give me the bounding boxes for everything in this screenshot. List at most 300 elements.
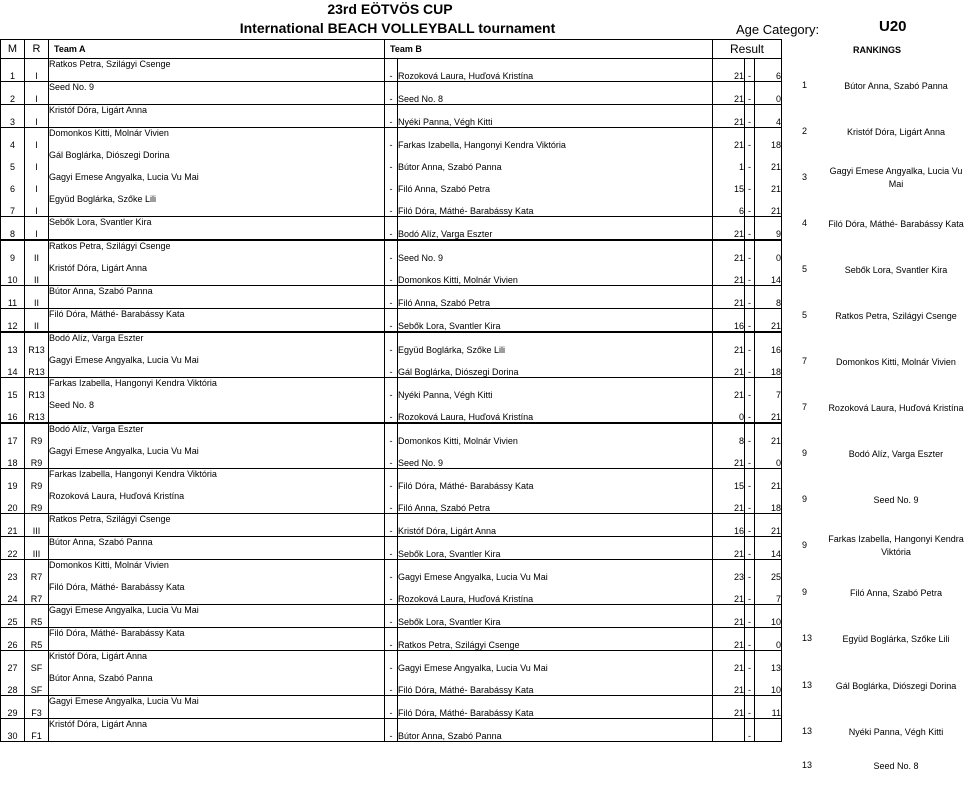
team-separator: - [385,514,398,537]
match-round: II [25,263,49,286]
score-dash: - [745,82,755,105]
team-b: Domonkos Kitti, Molnár Vivien [398,423,713,446]
match-round: I [25,194,49,217]
ranking-team: Gál Boglárka, Diószegi Dorina [835,681,957,691]
team-a: Bútor Anna, Szabó Panna [49,286,385,309]
table-row [1,286,782,309]
ranking-position: 5 [802,264,808,274]
score-a: 0 [713,400,745,423]
ranking-team: Együd Boglárka, Szőke Lili [842,634,950,644]
team-b: Ratkos Petra, Szilágyi Csenge [398,628,713,651]
score-a: 15 [713,172,745,194]
team-b: Seed No. 9 [398,446,713,469]
score-b: 7 [755,582,782,605]
match-round: II [25,309,49,333]
table-row [1,651,782,674]
team-separator: - [385,263,398,286]
match-number: 24 [1,582,25,605]
table-row [1,217,782,241]
score-a: 1 [713,150,745,172]
match-number: 4 [1,128,25,151]
score-a [713,719,745,742]
table-row [1,355,782,378]
score-dash: - [745,605,755,628]
team-separator: - [385,105,398,128]
score-dash: - [745,423,755,446]
team-separator: - [385,582,398,605]
team-b: Nyéki Panna, Végh Kitti [398,105,713,128]
team-a: Filó Dóra, Máthé- Barabássy Kata [49,582,385,605]
match-round: I [25,217,49,241]
ranking-team: Rozoková Laura, Huďová Kristína [828,403,964,413]
ranking-position: 9 [802,540,808,550]
team-b: Farkas Izabella, Hangonyi Kendra Viktória [398,128,713,151]
team-a: Gagyi Emese Angyalka, Lucia Vu Mai [49,355,385,378]
score-dash: - [745,59,755,82]
team-separator: - [385,673,398,696]
score-b: 8 [755,286,782,309]
score-b: 7 [755,378,782,401]
score-b: 21 [755,423,782,446]
score-dash: - [745,332,755,355]
team-separator: - [385,719,398,742]
match-round: R9 [25,469,49,492]
match-number: 19 [1,469,25,492]
team-a: Gál Boglárka, Diószegi Dorina [49,150,385,172]
score-dash: - [745,514,755,537]
score-a: 6 [713,194,745,217]
team-b: Nyéki Panna, Végh Kitti [398,378,713,401]
team-separator: - [385,172,398,194]
team-b: Filó Dóra, Máthé- Barabássy Kata [398,673,713,696]
team-a: Kristóf Dóra, Ligárt Anna [49,263,385,286]
score-b: 21 [755,172,782,194]
score-a: 21 [713,59,745,82]
team-separator: - [385,150,398,172]
team-b: Rozoková Laura, Huďová Kristína [398,59,713,82]
match-round: SF [25,673,49,696]
team-separator: - [385,491,398,514]
team-b: Együd Boglárka, Szőke Lili [398,332,713,355]
team-b: Bútor Anna, Szabó Panna [398,719,713,742]
score-a: 21 [713,332,745,355]
table-row [1,514,782,537]
table-row [1,400,782,423]
score-a: 21 [713,582,745,605]
match-number: 17 [1,423,25,446]
team-b: Sebők Lora, Svantler Kira [398,605,713,628]
ranking-team: Gagyi Emese Angyalka, Lucia Vu Mai [829,166,963,189]
team-b: Sebők Lora, Svantler Kira [398,537,713,560]
score-dash: - [745,263,755,286]
team-b: Filó Dóra, Máthé- Barabássy Kata [398,696,713,719]
ranking-team: Sebők Lora, Svantler Kira [844,265,948,275]
score-a: 21 [713,355,745,378]
team-b: Seed No. 9 [398,240,713,263]
tournament-title: 23rd EÖTVÖS CUP [327,1,453,17]
team-b: Seed No. 8 [398,82,713,105]
table-row [1,719,782,742]
score-dash: - [745,105,755,128]
match-round: R13 [25,400,49,423]
match-round: R5 [25,605,49,628]
score-dash: - [745,719,755,742]
match-number: 29 [1,696,25,719]
team-separator: - [385,400,398,423]
score-b: 18 [755,491,782,514]
score-a: 21 [713,696,745,719]
ranking-position: 13 [802,680,813,690]
team-b: Sebők Lora, Svantler Kira [398,309,713,333]
match-round: R7 [25,582,49,605]
score-dash: - [745,651,755,674]
team-separator: - [385,651,398,674]
score-a: 21 [713,217,745,241]
team-a: Domonkos Kitti, Molnár Vivien [49,560,385,583]
column-header-team-a: Team A [49,40,385,59]
team-a: Gagyi Emese Angyalka, Lucia Vu Mai [49,172,385,194]
team-b: Filó Dóra, Máthé- Barabássy Kata [398,194,713,217]
score-a: 23 [713,560,745,583]
team-a: Bodó Alíz, Varga Eszter [49,423,385,446]
team-a: Farkas Izabella, Hangonyi Kendra Viktória [49,378,385,401]
team-a: Gagyi Emese Angyalka, Lucia Vu Mai [49,605,385,628]
match-round: I [25,128,49,151]
team-separator: - [385,82,398,105]
score-dash: - [745,446,755,469]
team-a: Farkas Izabella, Hangonyi Kendra Viktória [49,469,385,492]
team-separator: - [385,446,398,469]
match-number: 15 [1,378,25,401]
column-header-r: R [25,40,49,59]
team-separator: - [385,537,398,560]
score-dash: - [745,240,755,263]
match-number: 26 [1,628,25,651]
match-round: F3 [25,696,49,719]
age-category-label: Age Category: [736,22,820,37]
matches-body [1,59,782,742]
ranking-position: 9 [802,587,808,597]
match-number: 27 [1,651,25,674]
score-a: 21 [713,105,745,128]
team-separator: - [385,605,398,628]
table-row [1,59,782,82]
table-header-row [1,40,782,59]
ranking-team: Nyéki Panna, Végh Kitti [848,727,944,737]
score-b: 0 [755,240,782,263]
column-header-team-b: Team B [385,40,713,59]
table-row [1,423,782,446]
team-b: Rozoková Laura, Huďová Kristína [398,582,713,605]
match-number: 30 [1,719,25,742]
score-a: 21 [713,651,745,674]
ranking-position: 7 [802,356,808,366]
match-round: III [25,514,49,537]
table-row [1,172,782,194]
match-number: 2 [1,82,25,105]
score-a: 21 [713,673,745,696]
match-round: I [25,59,49,82]
team-b: Bodó Alíz, Varga Eszter [398,217,713,241]
table-row [1,491,782,514]
rankings-title: RANKINGS [853,45,902,55]
ranking-team: Seed No. 8 [873,761,919,771]
ranking-position: 2 [802,126,808,136]
score-b: 4 [755,105,782,128]
score-b: 14 [755,537,782,560]
score-b: 21 [755,150,782,172]
match-number: 14 [1,355,25,378]
team-b: Gagyi Emese Angyalka, Lucia Vu Mai [398,651,713,674]
score-b [755,719,782,742]
match-round: III [25,537,49,560]
score-b: 16 [755,332,782,355]
score-b: 18 [755,355,782,378]
match-round: R5 [25,628,49,651]
team-a: Gagyi Emese Angyalka, Lucia Vu Mai [49,696,385,719]
ranking-position: 3 [802,172,808,182]
match-number: 20 [1,491,25,514]
score-dash: - [745,400,755,423]
score-a: 21 [713,491,745,514]
team-a: Bútor Anna, Szabó Panna [49,673,385,696]
match-round: I [25,105,49,128]
team-a: Kristóf Dóra, Ligárt Anna [49,651,385,674]
match-number: 6 [1,172,25,194]
score-a: 21 [713,240,745,263]
score-dash: - [745,582,755,605]
team-b: Rozoková Laura, Huďová Kristína [398,400,713,423]
score-dash: - [745,673,755,696]
score-dash: - [745,309,755,333]
team-b: Filó Dóra, Máthé- Barabássy Kata [398,469,713,492]
score-dash: - [745,560,755,583]
ranking-position: 5 [802,310,808,320]
match-number: 21 [1,514,25,537]
match-round: F1 [25,719,49,742]
score-b: 13 [755,651,782,674]
match-round: SF [25,651,49,674]
team-b: Filó Anna, Szabó Petra [398,172,713,194]
match-number: 18 [1,446,25,469]
score-b: 21 [755,469,782,492]
team-separator: - [385,59,398,82]
team-a: Kristóf Dóra, Ligárt Anna [49,105,385,128]
match-round: R13 [25,332,49,355]
team-a: Filó Dóra, Máthé- Barabássy Kata [49,628,385,651]
score-a: 21 [713,128,745,151]
ranking-team: Filó Anna, Szabó Petra [849,588,943,598]
score-dash: - [745,286,755,309]
tournament-subtitle: International BEACH VOLLEYBALL tournament [239,20,556,36]
match-number: 11 [1,286,25,309]
table-row [1,560,782,583]
team-a: Ratkos Petra, Szilágyi Csenge [49,514,385,537]
score-b: 21 [755,400,782,423]
team-separator: - [385,286,398,309]
team-a: Domonkos Kitti, Molnár Vivien [49,128,385,151]
match-round: R9 [25,423,49,446]
table-row [1,332,782,355]
score-b: 18 [755,128,782,151]
team-b: Filó Anna, Szabó Petra [398,286,713,309]
match-round: I [25,172,49,194]
score-b: 21 [755,194,782,217]
table-row [1,582,782,605]
team-b: Bútor Anna, Szabó Panna [398,150,713,172]
score-a: 21 [713,263,745,286]
match-number: 7 [1,194,25,217]
age-category-value: U20 [879,18,907,35]
ranking-team: Filó Dóra, Máthé- Barabássy Kata [828,219,964,229]
ranking-position: 1 [802,80,808,90]
score-b: 10 [755,605,782,628]
match-number: 16 [1,400,25,423]
match-number: 3 [1,105,25,128]
match-number: 9 [1,240,25,263]
match-round: R13 [25,378,49,401]
ranking-position: 13 [802,633,813,643]
ranking-team: Bodó Alíz, Varga Eszter [848,449,944,459]
team-a: Bútor Anna, Szabó Panna [49,537,385,560]
table-row [1,628,782,651]
team-separator: - [385,332,398,355]
match-round: R7 [25,560,49,583]
team-a: Gagyi Emese Angyalka, Lucia Vu Mai [49,446,385,469]
team-b: Gál Boglárka, Diószegi Dorina [398,355,713,378]
score-a: 21 [713,378,745,401]
team-separator: - [385,217,398,241]
team-a: Filó Dóra, Máthé- Barabássy Kata [49,309,385,333]
ranking-team: Farkas Izabella, Hangonyi Kendra Viktória [828,534,964,557]
score-b: 14 [755,263,782,286]
match-number: 8 [1,217,25,241]
table-row [1,446,782,469]
score-a: 8 [713,423,745,446]
score-b: 10 [755,673,782,696]
team-separator: - [385,194,398,217]
score-dash: - [745,628,755,651]
score-dash: - [745,378,755,401]
score-dash: - [745,217,755,241]
team-a: Ratkos Petra, Szilágyi Csenge [49,240,385,263]
table-row [1,537,782,560]
matches-table [0,39,782,742]
score-dash: - [745,128,755,151]
team-a: Seed No. 9 [49,82,385,105]
score-b: 0 [755,82,782,105]
team-separator: - [385,240,398,263]
match-number: 13 [1,332,25,355]
match-round: R13 [25,355,49,378]
table-row [1,194,782,217]
team-separator: - [385,696,398,719]
score-a: 21 [713,446,745,469]
match-round: II [25,240,49,263]
score-a: 16 [713,309,745,333]
table-row [1,696,782,719]
match-number: 28 [1,673,25,696]
table-row [1,128,782,151]
table-row [1,263,782,286]
team-a: Együd Boglárka, Szőke Lili [49,194,385,217]
team-a: Sebők Lora, Svantler Kira [49,217,385,241]
score-a: 21 [713,286,745,309]
score-b: 11 [755,696,782,719]
score-a: 16 [713,514,745,537]
team-separator: - [385,560,398,583]
table-row [1,82,782,105]
score-b: 25 [755,560,782,583]
table-row [1,469,782,492]
column-header-result: Result [713,40,782,59]
team-separator: - [385,469,398,492]
team-separator: - [385,423,398,446]
ranking-position: 13 [802,760,813,770]
team-b: Gagyi Emese Angyalka, Lucia Vu Mai [398,560,713,583]
match-number: 1 [1,59,25,82]
ranking-team: Ratkos Petra, Szilágyi Csenge [835,311,957,321]
score-a: 21 [713,605,745,628]
team-separator: - [385,128,398,151]
score-b: 21 [755,514,782,537]
team-a: Rozoková Laura, Huďová Kristína [49,491,385,514]
ranking-team: Bútor Anna, Szabó Panna [844,81,948,91]
team-a: Bodó Alíz, Varga Eszter [49,332,385,355]
table-row [1,105,782,128]
match-round: I [25,150,49,172]
team-separator: - [385,378,398,401]
ranking-position: 7 [802,402,808,412]
score-a: 21 [713,628,745,651]
ranking-position: 9 [802,448,808,458]
table-row [1,673,782,696]
score-b: 0 [755,446,782,469]
table-row [1,605,782,628]
team-separator: - [385,628,398,651]
match-round: R9 [25,491,49,514]
match-number: 25 [1,605,25,628]
team-a: Seed No. 8 [49,400,385,423]
match-number: 23 [1,560,25,583]
score-dash: - [745,537,755,560]
team-b: Domonkos Kitti, Molnár Vivien [398,263,713,286]
score-dash: - [745,150,755,172]
match-round: R9 [25,446,49,469]
team-separator: - [385,355,398,378]
ranking-position: 4 [802,218,808,228]
score-b: 9 [755,217,782,241]
score-dash: - [745,355,755,378]
table-row [1,309,782,333]
score-dash: - [745,696,755,719]
match-number: 5 [1,150,25,172]
column-header-m: M [1,40,25,59]
team-a: Ratkos Petra, Szilágyi Csenge [49,59,385,82]
team-separator: - [385,309,398,333]
team-b: Kristóf Dóra, Ligárt Anna [398,514,713,537]
ranking-team: Domonkos Kitti, Molnár Vivien [836,357,956,367]
ranking-team: Seed No. 9 [873,495,919,505]
score-a: 21 [713,82,745,105]
match-number: 10 [1,263,25,286]
score-b: 0 [755,628,782,651]
ranking-team: Kristóf Dóra, Ligárt Anna [846,127,946,137]
table-row [1,378,782,401]
ranking-position: 9 [802,494,808,504]
match-number: 22 [1,537,25,560]
score-a: 21 [713,537,745,560]
